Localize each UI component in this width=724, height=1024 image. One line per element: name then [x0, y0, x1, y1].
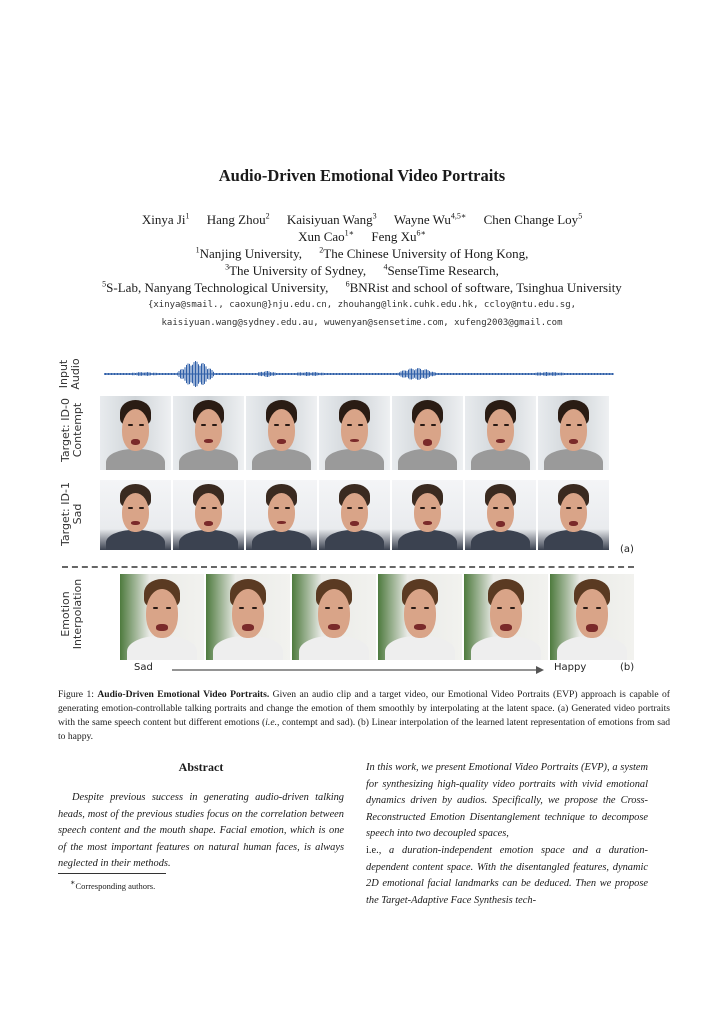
author: Kaisiyuan Wang$^3$	[286, 212, 377, 228]
eye	[166, 607, 171, 609]
affiliations-line-1	[0, 246, 724, 262]
eye	[504, 507, 509, 509]
id1-frame	[538, 480, 609, 550]
id1-frame	[392, 480, 463, 550]
shirt	[179, 530, 239, 550]
face	[318, 589, 350, 637]
author: Xun Cao$^{1∗}$	[298, 229, 355, 245]
face	[341, 493, 368, 532]
eye	[566, 424, 571, 426]
shirt	[252, 449, 312, 470]
eye	[358, 507, 363, 509]
figure-divider	[62, 566, 634, 568]
shirt	[325, 530, 385, 550]
mouth	[242, 624, 254, 631]
shirt	[544, 449, 604, 470]
eye	[285, 424, 290, 426]
id0-frame	[538, 396, 609, 470]
shirt	[385, 636, 456, 660]
eye	[285, 507, 290, 509]
face	[268, 409, 295, 450]
mouth	[423, 521, 433, 525]
shirt	[325, 449, 385, 470]
eye	[577, 424, 582, 426]
face	[560, 409, 587, 450]
author: Hang Zhou$^2$	[206, 212, 270, 228]
paper-title: Audio-Driven Emotional Video Portraits	[218, 166, 506, 185]
interpolation-frame	[206, 574, 290, 660]
eye	[338, 607, 343, 609]
shirt	[471, 530, 531, 550]
mouth	[277, 439, 287, 444]
affiliation: $^1$Nanjing University,	[195, 246, 303, 262]
interpolation-frame	[120, 574, 204, 660]
eye	[212, 424, 217, 426]
affiliation: $^4$SenseTime Research,	[383, 263, 499, 279]
eye	[420, 507, 425, 509]
mouth	[131, 521, 141, 525]
eye	[212, 507, 217, 509]
eye	[347, 424, 352, 426]
eye	[153, 607, 158, 609]
shirt	[544, 530, 604, 550]
id1-frame	[319, 480, 390, 550]
eye	[431, 507, 436, 509]
mouth	[277, 521, 287, 524]
eye	[239, 607, 244, 609]
mouth	[204, 521, 214, 526]
eye	[493, 424, 498, 426]
shirt	[179, 449, 239, 470]
shirt	[213, 636, 284, 660]
eye	[128, 424, 133, 426]
face	[195, 493, 222, 532]
author: Feng $Xu^{6∗}$	[371, 229, 426, 245]
face	[268, 493, 295, 532]
mouth	[350, 439, 360, 442]
interpolation-frame	[292, 574, 376, 660]
affiliation: $^6$BNRist and school of software, Tsinghua University	[345, 280, 622, 296]
affiliation: $^2$The Chinese University of Hong Kong,	[319, 246, 529, 262]
eye	[420, 424, 425, 426]
interpolation-frame	[550, 574, 634, 660]
mouth	[496, 521, 506, 527]
audio-waveform	[104, 358, 614, 390]
shirt	[471, 449, 531, 470]
id1-frame	[100, 480, 171, 550]
eye	[325, 607, 330, 609]
sad-to-happy-arrow	[172, 663, 544, 677]
abstract-text: Despite previous success in generating audio-driven talking heads, most of the previous studies focus on the correlation between speech content and the mouth shape. Facial emotion, which is one of the most important features on natural human faces, is always neglected in their methods.	[58, 792, 344, 870]
waveform-bars	[104, 361, 614, 387]
eye	[274, 424, 279, 426]
eye	[493, 507, 498, 509]
id0-frame	[173, 396, 244, 470]
id0-frame	[392, 396, 463, 470]
id0-frame-strip	[100, 396, 609, 470]
eye	[252, 607, 257, 609]
eye	[139, 424, 144, 426]
footnote: ∗Corresponding authors.	[70, 878, 156, 891]
mouth	[423, 439, 433, 446]
shirt	[106, 530, 166, 550]
shirt	[557, 636, 628, 660]
id0-frame	[465, 396, 536, 470]
mouth	[204, 439, 214, 443]
row-label-id1: Target: ID-1 Sad	[59, 482, 84, 546]
eye	[274, 507, 279, 509]
face	[487, 409, 514, 450]
face	[404, 589, 436, 637]
eye	[566, 507, 571, 509]
figure-caption: Figure 1: Audio-Driven Emotional Video Portraits. Given an audio clip and a target video, our Emotional Video Portraits (EVP) approach is capable of generating emotion-controllable talking portraits and change the emotion of them smoothly by interpolating at the latent space. (a) Generated video portraits with the same speech content but different emotions (i.e., contempt and sad). (b) Linear interpolation of the learned latent representation of emotions from sad to happy.	[58, 689, 671, 742]
affiliations-line-3	[0, 280, 724, 296]
shirt	[398, 449, 458, 470]
face	[560, 493, 587, 532]
emails-line-1: {xinya@smail., caoxun@}nju.edu.cn, zhouhang@link.cuhk.edu.hk, ccloy@ntu.edu.sg,	[147, 300, 577, 310]
interpolation-frame-strip	[120, 574, 634, 660]
eye	[201, 424, 206, 426]
author: Xinya Ji$^1$	[141, 212, 190, 228]
emails-line-2: kaisiyuan.wang@sydney.edu.au, wuwenyan@sensetime.com, xufeng2003@gmail.com	[161, 318, 563, 328]
footnote-rule	[58, 873, 166, 874]
mouth	[586, 624, 598, 632]
id0-frame	[319, 396, 390, 470]
mouth	[131, 439, 141, 445]
shirt	[252, 530, 312, 550]
affiliation: $^5$S-Lab, Nanyang Technological University,	[102, 280, 329, 296]
eye	[577, 507, 582, 509]
interpolation-frame	[378, 574, 462, 660]
abstract-heading: Abstract	[178, 760, 224, 774]
mouth	[500, 624, 512, 631]
id0-frame	[100, 396, 171, 470]
mouth	[156, 624, 168, 631]
row-label-interpolation: Emotion Interpolation	[59, 578, 84, 650]
face	[195, 409, 222, 450]
mouth	[350, 521, 360, 526]
face	[122, 493, 149, 532]
mouth	[328, 624, 340, 630]
id0-frame	[246, 396, 317, 470]
shirt	[299, 636, 370, 660]
eye	[411, 607, 416, 609]
mouth	[569, 439, 579, 444]
interpolation-frame	[464, 574, 548, 660]
shirt	[471, 636, 542, 660]
figure-tag-b: (b)	[620, 662, 635, 673]
eye	[497, 607, 502, 609]
author: Chen Change Loy$^5$	[483, 212, 583, 228]
figure-tag-a: (a)	[620, 544, 634, 555]
author: Wayne $Wu^{4,5∗}$	[393, 212, 467, 228]
face	[341, 409, 368, 450]
arrow-end-label: Happy	[554, 662, 587, 673]
authors-line-1	[0, 212, 724, 228]
eye	[583, 607, 588, 609]
mouth	[496, 439, 506, 443]
eye	[128, 507, 133, 509]
authors-line-2	[0, 229, 724, 245]
eye	[139, 507, 144, 509]
eye	[510, 607, 515, 609]
eye	[504, 424, 509, 426]
eye	[201, 507, 206, 509]
affiliation: $^3$The University of Sydney,	[225, 263, 367, 279]
id1-frame	[173, 480, 244, 550]
shirt	[106, 449, 166, 470]
eye	[424, 607, 429, 609]
eye	[347, 507, 352, 509]
shirt	[398, 530, 458, 550]
id1-frame	[246, 480, 317, 550]
eye	[358, 424, 363, 426]
eye	[431, 424, 436, 426]
shirt	[127, 636, 198, 660]
row-label-audio: Input Audio	[57, 358, 82, 390]
eye	[596, 607, 601, 609]
id1-frame-strip	[100, 480, 609, 550]
mouth	[414, 624, 426, 630]
affiliations-line-2	[0, 263, 724, 279]
intro-paragraph: In this work, we present Emotional Video Portraits (EVP), a system for synthesizing high-quality video portraits with vivid emotional dynamics driven by audios. Specifically, we propose the Cross-Reconstructed Emotion Disentanglement technique to decompose speech into two decoupled spaces, i.e., a duration-independent emotion space and a duration-dependent content space. With the disentangled features, dynamic 2D emotional facial landmarks can be deduced. Then we propose the Target-Adaptive Face Synthesis tech-	[366, 762, 648, 906]
mouth	[569, 521, 579, 526]
row-label-id0: Target: ID-0 Contempt	[59, 398, 84, 462]
id1-frame	[465, 480, 536, 550]
face	[414, 493, 441, 532]
arrow-start-label: Sad	[134, 662, 153, 673]
